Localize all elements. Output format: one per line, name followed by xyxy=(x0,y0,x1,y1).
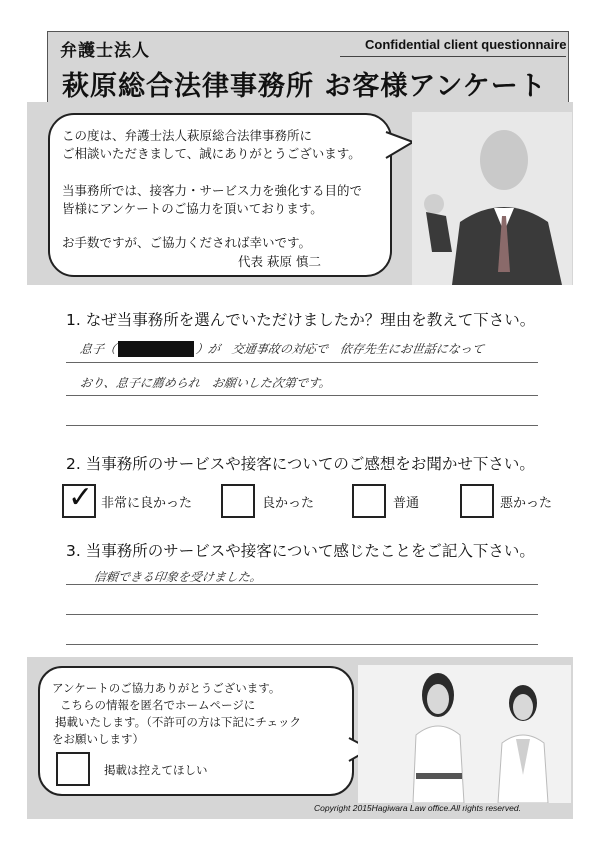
question-3-answer: 信頼できる印象を受けました。 xyxy=(92,570,263,584)
page-title: 萩原総合法律事務所 お客様アンケート xyxy=(62,71,547,102)
greeting-signature: 代表 萩原 慎二 xyxy=(238,254,321,269)
answer-line xyxy=(66,362,538,363)
answer-line xyxy=(66,584,538,585)
rating-checkbox-normal[interactable] xyxy=(352,484,386,518)
closing-line: 掲載いたします。（不許可の方は下記にチェック xyxy=(55,715,301,729)
closing-line: こちらの情報を匿名でホームページに xyxy=(60,698,256,712)
greeting-line: ご相談いただきまして、誠にありがとうございます。 xyxy=(62,146,361,161)
answer-line xyxy=(66,395,538,396)
question-1-answer: 息子（ xyxy=(78,342,117,356)
firm-type: 弁護士法人 xyxy=(60,41,150,61)
rating-label: 良かった xyxy=(262,496,315,511)
check-mark-icon: ✓ xyxy=(68,480,94,515)
greeting-line: この度は、弁護士法人萩原総合法律事務所に xyxy=(62,128,313,143)
rating-checkbox-bad[interactable] xyxy=(460,484,494,518)
closing-line: アンケートのご協力ありがとうございます。 xyxy=(52,681,281,695)
answer-line xyxy=(66,614,538,615)
rating-label: 悪かった xyxy=(500,496,553,511)
speech-bubble-tail xyxy=(385,128,415,162)
header-divider xyxy=(340,56,566,57)
rating-label: 非常に良かった xyxy=(101,496,193,511)
copyright-text: Copyright 2015Hagiwara Law office.All rights reserved. xyxy=(314,803,521,813)
redaction-bar xyxy=(118,341,194,357)
question-1-title: 1. なぜ当事務所を選んでいただけましたか？理由を教えて下さい。 xyxy=(66,311,536,329)
header-english-title: Confidential client questionnaire xyxy=(365,37,567,52)
question-1-answer: おり、息子に薦められ お願いした次第です。 xyxy=(78,376,332,390)
representative-silhouette-icon xyxy=(412,112,572,285)
question-3-title: 3. 当事務所のサービスや接客について感じたことをご記入下さい。 xyxy=(66,542,535,560)
staff-photo xyxy=(358,665,571,803)
answer-line xyxy=(66,425,538,426)
opt-out-checkbox[interactable] xyxy=(56,752,90,786)
opt-out-label: 掲載は控えてほしい xyxy=(104,763,208,777)
answer-line xyxy=(66,644,538,645)
staff-silhouette-icon xyxy=(358,665,571,803)
representative-photo xyxy=(412,112,572,285)
rating-label: 普通 xyxy=(393,496,420,511)
question-1-answer: ）が 交通事故の対応で 依存先生にお世話になって xyxy=(194,342,485,356)
greeting-line: 当事務所では、接客力・サービス力を強化する目的で xyxy=(62,183,363,198)
greeting-line: 皆様にアンケートのご協力を頂いております。 xyxy=(62,201,323,216)
closing-line: をお願いします） xyxy=(52,732,144,746)
rating-checkbox-very-good[interactable] xyxy=(62,480,96,518)
rating-checkbox-good[interactable] xyxy=(221,484,255,518)
greeting-line: お手数ですが、ご協力くだされば幸いです。 xyxy=(62,235,312,250)
question-2-title: 2. 当事務所のサービスや接客についてのご感想をお聞かせ下さい。 xyxy=(66,455,535,473)
